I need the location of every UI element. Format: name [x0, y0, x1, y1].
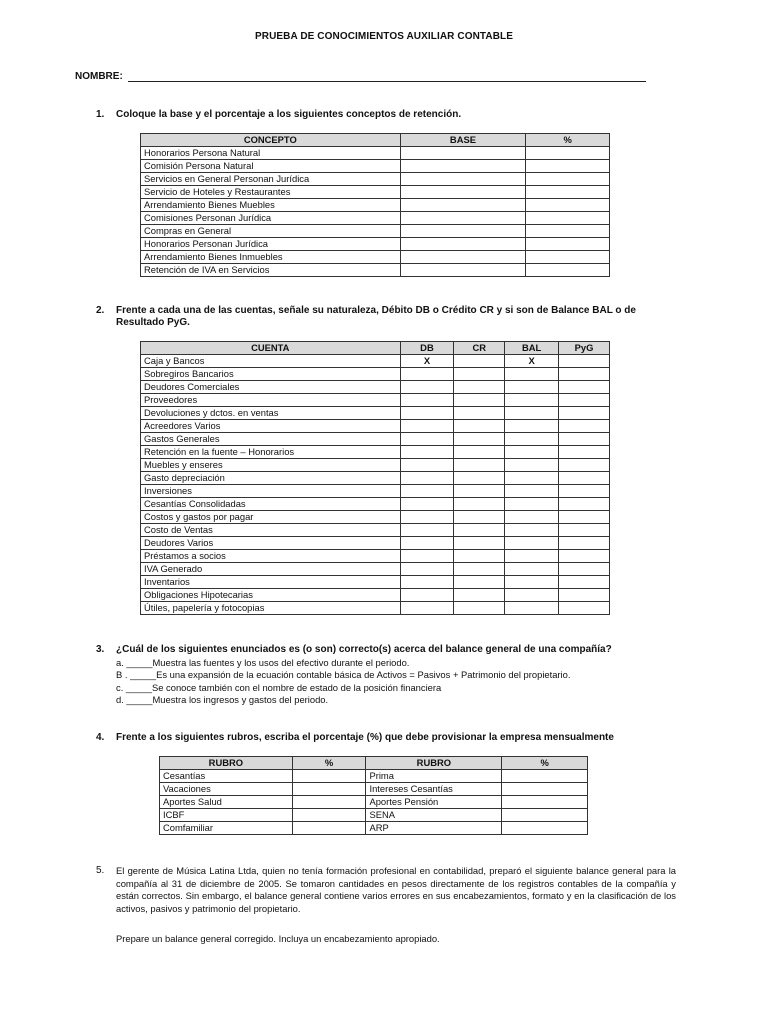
- percent-input-cell[interactable]: [526, 185, 610, 198]
- cuenta-cell: Deudores Comerciales: [141, 380, 401, 393]
- bal-cell[interactable]: [505, 549, 559, 562]
- percent-input-cell[interactable]: [526, 263, 610, 276]
- bal-cell[interactable]: [505, 393, 559, 406]
- base-input-cell[interactable]: [400, 185, 526, 198]
- bal-cell[interactable]: [505, 380, 559, 393]
- concepto-cell: Arrendamiento Bienes Muebles: [141, 198, 401, 211]
- table-row: [141, 380, 610, 393]
- option-d[interactable]: d. _____Muestra los ingresos y gastos del periodo.: [116, 694, 329, 706]
- question-text: Coloque la base y el porcentaje a los siguientes conceptos de retención.: [116, 109, 462, 120]
- bal-cell[interactable]: [505, 536, 559, 549]
- table-row: [141, 185, 610, 198]
- rubro-cell: Prima: [366, 769, 502, 782]
- db-cell[interactable]: [400, 562, 454, 575]
- db-cell[interactable]: [400, 406, 454, 419]
- table-row: [141, 445, 610, 458]
- column-header-cuenta: CUENTA: [141, 342, 401, 355]
- pyg-cell[interactable]: [559, 601, 610, 614]
- pyg-cell[interactable]: [559, 588, 610, 601]
- column-header-pyg: PyG: [559, 342, 610, 355]
- table-row: [141, 601, 610, 614]
- option-a[interactable]: a. _____Muestra las fuentes y los usos del efectivo durante el periodo.: [116, 657, 410, 668]
- percent-input-cell[interactable]: [502, 795, 588, 808]
- table-row: [160, 795, 588, 808]
- pyg-cell[interactable]: [559, 354, 610, 367]
- concepto-cell: Compras en General: [141, 224, 401, 237]
- cr-cell[interactable]: [454, 367, 505, 380]
- percent-input-cell[interactable]: [292, 769, 366, 782]
- db-cell[interactable]: [400, 510, 454, 523]
- option-b[interactable]: B . _____Es una expansión de la ecuación contable básica de Activos = Pasivos + Patrimonio del propietario.: [116, 669, 571, 681]
- percent-input-cell[interactable]: [502, 782, 588, 795]
- nombre-field-line[interactable]: [128, 81, 646, 82]
- percent-input-cell[interactable]: [526, 159, 610, 172]
- db-cell[interactable]: [400, 549, 454, 562]
- column-header-percent-left: %: [292, 757, 366, 770]
- cr-cell[interactable]: [454, 562, 505, 575]
- cr-cell[interactable]: [454, 601, 505, 614]
- base-input-cell[interactable]: [400, 159, 526, 172]
- cuenta-cell: Cesantías Consolidadas: [141, 497, 401, 510]
- pyg-cell[interactable]: [559, 445, 610, 458]
- db-cell[interactable]: [400, 536, 454, 549]
- cr-cell[interactable]: [454, 458, 505, 471]
- base-input-cell[interactable]: [400, 146, 526, 159]
- concepto-cell: Retención de IVA en Servicios: [141, 263, 401, 276]
- cuentas-table: [140, 341, 610, 615]
- percent-input-cell[interactable]: [526, 172, 610, 185]
- pyg-cell[interactable]: [559, 523, 610, 536]
- column-header-concepto: CONCEPTO: [141, 134, 401, 147]
- question-number: 1.: [96, 109, 105, 120]
- pyg-cell[interactable]: [559, 536, 610, 549]
- column-header-percent: %: [526, 134, 610, 147]
- table-row: [141, 549, 610, 562]
- rubro-cell: Aportes Salud: [160, 795, 293, 808]
- question-5-instruction: Prepare un balance general corregido. Incluya un encabezamiento apropiado.: [116, 933, 440, 944]
- concepto-cell: Comisión Persona Natural: [141, 159, 401, 172]
- pyg-cell[interactable]: [559, 419, 610, 432]
- cuenta-cell: Inventarios: [141, 575, 401, 588]
- table-row: [141, 146, 610, 159]
- cuenta-cell: Deudores Varios: [141, 536, 401, 549]
- column-header-bal: BAL: [505, 342, 559, 355]
- pyg-cell[interactable]: [559, 393, 610, 406]
- pyg-cell[interactable]: [559, 484, 610, 497]
- cuenta-cell: Muebles y enseres: [141, 458, 401, 471]
- base-input-cell[interactable]: [400, 250, 526, 263]
- bal-cell[interactable]: [505, 601, 559, 614]
- column-header-base: BASE: [400, 134, 526, 147]
- cuenta-cell: Gasto depreciación: [141, 471, 401, 484]
- question-text: Frente a los siguientes rubros, escriba el porcentaje (%) que debe provisionar la empresa mensualmente: [116, 732, 614, 743]
- table-row: [141, 393, 610, 406]
- concepto-cell: Comisiones Personan Jurídica: [141, 211, 401, 224]
- question-text-line-1: Frente a cada una de las cuentas, señale su naturaleza, Débito DB o Crédito CR y si son de Balance BAL o de: [116, 305, 636, 316]
- pyg-cell[interactable]: [559, 497, 610, 510]
- bal-cell[interactable]: [505, 406, 559, 419]
- percent-input-cell[interactable]: [502, 769, 588, 782]
- table-row: [141, 497, 610, 510]
- cr-cell[interactable]: [454, 432, 505, 445]
- rubro-cell: ARP: [366, 821, 502, 834]
- cuenta-cell: Obligaciones Hipotecarias: [141, 588, 401, 601]
- concepto-cell: Arrendamiento Bienes Inmuebles: [141, 250, 401, 263]
- pyg-cell[interactable]: [559, 562, 610, 575]
- db-cell[interactable]: [400, 601, 454, 614]
- cr-cell[interactable]: [454, 575, 505, 588]
- cuenta-cell: Inversiones: [141, 484, 401, 497]
- rubro-cell: Cesantías: [160, 769, 293, 782]
- table-row: [141, 159, 610, 172]
- bal-cell[interactable]: [505, 497, 559, 510]
- table-row: [141, 172, 610, 185]
- base-input-cell[interactable]: [400, 211, 526, 224]
- percent-input-cell[interactable]: [526, 211, 610, 224]
- bal-cell[interactable]: [505, 523, 559, 536]
- bal-cell[interactable]: [505, 510, 559, 523]
- table-row: [160, 782, 588, 795]
- column-header-cr: CR: [454, 342, 505, 355]
- percent-input-cell[interactable]: [292, 795, 366, 808]
- question-number: 3.: [96, 644, 105, 655]
- db-cell[interactable]: [400, 380, 454, 393]
- db-cell[interactable]: [400, 458, 454, 471]
- column-header-db: DB: [400, 342, 454, 355]
- cuenta-cell: Acreedores Varios: [141, 419, 401, 432]
- table-row: [160, 808, 588, 821]
- bal-cell[interactable]: [505, 419, 559, 432]
- bal-cell[interactable]: [505, 484, 559, 497]
- cr-cell[interactable]: [454, 484, 505, 497]
- cr-cell[interactable]: [454, 497, 505, 510]
- cuenta-cell: Costo de Ventas: [141, 523, 401, 536]
- cuenta-cell: Retención en la fuente – Honorarios: [141, 445, 401, 458]
- page-title: PRUEBA DE CONOCIMIENTOS AUXILIAR CONTABLE: [255, 31, 513, 42]
- cuenta-cell: Útiles, papelería y fotocopias: [141, 601, 401, 614]
- cr-cell[interactable]: [454, 549, 505, 562]
- table-row: [141, 536, 610, 549]
- db-cell[interactable]: [400, 523, 454, 536]
- table-row: [141, 250, 610, 263]
- question-3-options: [116, 657, 570, 707]
- db-cell[interactable]: [400, 445, 454, 458]
- provision-table: [159, 756, 588, 835]
- percent-input-cell[interactable]: [292, 808, 366, 821]
- percent-input-cell[interactable]: [526, 198, 610, 211]
- cr-cell[interactable]: [454, 536, 505, 549]
- table-row: [141, 458, 610, 471]
- rubro-cell: Vacaciones: [160, 782, 293, 795]
- percent-input-cell[interactable]: [292, 821, 366, 834]
- table-row: [141, 354, 610, 367]
- table-row: [160, 821, 588, 834]
- retencion-table: [140, 133, 610, 277]
- question-number: 5.: [96, 865, 105, 876]
- table-row: [141, 510, 610, 523]
- table-row: [141, 237, 610, 250]
- table-row: [141, 471, 610, 484]
- table-row: [141, 484, 610, 497]
- base-input-cell[interactable]: [400, 172, 526, 185]
- table-row: [141, 419, 610, 432]
- question-number: 2.: [96, 305, 105, 316]
- cuenta-cell: Sobregiros Bancarios: [141, 367, 401, 380]
- pyg-cell[interactable]: [559, 380, 610, 393]
- bal-cell[interactable]: [505, 367, 559, 380]
- option-c[interactable]: c. _____Se conoce también con el nombre de estado de la posición financiera: [116, 681, 442, 693]
- cr-cell[interactable]: [454, 588, 505, 601]
- cuenta-cell: Caja y Bancos: [141, 354, 401, 367]
- table-row: [141, 406, 610, 419]
- table-row: [141, 211, 610, 224]
- percent-input-cell[interactable]: [526, 237, 610, 250]
- concepto-cell: Servicios en General Personan Jurídica: [141, 172, 401, 185]
- cr-cell[interactable]: [454, 393, 505, 406]
- percent-input-cell[interactable]: [502, 808, 588, 821]
- pyg-cell[interactable]: [559, 432, 610, 445]
- concepto-cell: Servicio de Hoteles y Restaurantes: [141, 185, 401, 198]
- bal-cell[interactable]: [505, 562, 559, 575]
- pyg-cell[interactable]: [559, 549, 610, 562]
- question-5-paragraph: El gerente de Música Latina Ltda, quien no tenía formación profesional en contabilidad, preparó el siguiente balance general para la compañía al 31 de diciembre de 2005. Se tomaron cantidades en pesos directamente de los registros contables de la compañía y están correctos. Sin embargo, el balance general contiene varios errores en sus encabezamientos, formato y en la clasificación de los activos, pasivos y patrimonio del propietario.: [116, 865, 676, 914]
- cr-cell[interactable]: [454, 380, 505, 393]
- cr-cell[interactable]: [454, 510, 505, 523]
- db-cell[interactable]: [400, 497, 454, 510]
- cuenta-cell: Préstamos a socios: [141, 549, 401, 562]
- db-cell[interactable]: [400, 484, 454, 497]
- db-cell[interactable]: [400, 432, 454, 445]
- base-input-cell[interactable]: [400, 237, 526, 250]
- bal-cell[interactable]: [505, 575, 559, 588]
- bal-cell[interactable]: [505, 445, 559, 458]
- table-row: [141, 588, 610, 601]
- db-cell[interactable]: [400, 367, 454, 380]
- pyg-cell[interactable]: [559, 510, 610, 523]
- bal-cell[interactable]: [505, 471, 559, 484]
- table-row: [141, 224, 610, 237]
- table-row: [141, 523, 610, 536]
- nombre-label: NOMBRE:: [75, 71, 123, 82]
- cr-cell[interactable]: [454, 406, 505, 419]
- rubro-cell: Comfamiliar: [160, 821, 293, 834]
- bal-cell[interactable]: [505, 588, 559, 601]
- table-row: [141, 367, 610, 380]
- cr-cell[interactable]: [454, 445, 505, 458]
- rubro-cell: Aportes Pensión: [366, 795, 502, 808]
- cr-cell[interactable]: [454, 523, 505, 536]
- column-header-rubro-left: RUBRO: [160, 757, 293, 770]
- concepto-cell: Honorarios Persona Natural: [141, 146, 401, 159]
- cr-cell[interactable]: [454, 419, 505, 432]
- rubro-cell: Intereses Cesantías: [366, 782, 502, 795]
- cr-cell[interactable]: [454, 471, 505, 484]
- rubro-cell: ICBF: [160, 808, 293, 821]
- question-text-line-2: Resultado PyG.: [116, 317, 190, 328]
- cuenta-cell: IVA Generado: [141, 562, 401, 575]
- percent-input-cell[interactable]: [526, 224, 610, 237]
- base-input-cell[interactable]: [400, 198, 526, 211]
- percent-input-cell[interactable]: [526, 146, 610, 159]
- pyg-cell[interactable]: [559, 406, 610, 419]
- question-number: 4.: [96, 732, 105, 743]
- bal-cell[interactable]: [505, 432, 559, 445]
- cuenta-cell: Gastos Generales: [141, 432, 401, 445]
- base-input-cell[interactable]: [400, 263, 526, 276]
- table-row: [141, 432, 610, 445]
- cr-cell[interactable]: [454, 354, 505, 367]
- bal-cell[interactable]: X: [505, 354, 559, 367]
- percent-input-cell[interactable]: [502, 821, 588, 834]
- table-row: [141, 575, 610, 588]
- db-cell[interactable]: [400, 588, 454, 601]
- bal-cell[interactable]: [505, 458, 559, 471]
- percent-input-cell[interactable]: [526, 250, 610, 263]
- db-cell[interactable]: [400, 471, 454, 484]
- db-cell[interactable]: X: [400, 354, 454, 367]
- table-row: [141, 562, 610, 575]
- rubro-cell: SENA: [366, 808, 502, 821]
- base-input-cell[interactable]: [400, 224, 526, 237]
- db-cell[interactable]: [400, 393, 454, 406]
- pyg-cell[interactable]: [559, 575, 610, 588]
- table-row: [160, 769, 588, 782]
- pyg-cell[interactable]: [559, 458, 610, 471]
- db-cell[interactable]: [400, 575, 454, 588]
- pyg-cell[interactable]: [559, 471, 610, 484]
- table-row: [141, 198, 610, 211]
- cuenta-cell: Proveedores: [141, 393, 401, 406]
- pyg-cell[interactable]: [559, 367, 610, 380]
- column-header-rubro-right: RUBRO: [366, 757, 502, 770]
- db-cell[interactable]: [400, 419, 454, 432]
- percent-input-cell[interactable]: [292, 782, 366, 795]
- concepto-cell: Honorarios Personan Jurídica: [141, 237, 401, 250]
- table-row: [141, 263, 610, 276]
- question-text: ¿Cuál de los siguientes enunciados es (o son) correcto(s) acerca del balance general de una compañía?: [116, 644, 612, 655]
- cuenta-cell: Costos y gastos por pagar: [141, 510, 401, 523]
- column-header-percent-right: %: [502, 757, 588, 770]
- cuenta-cell: Devoluciones y dctos. en ventas: [141, 406, 401, 419]
